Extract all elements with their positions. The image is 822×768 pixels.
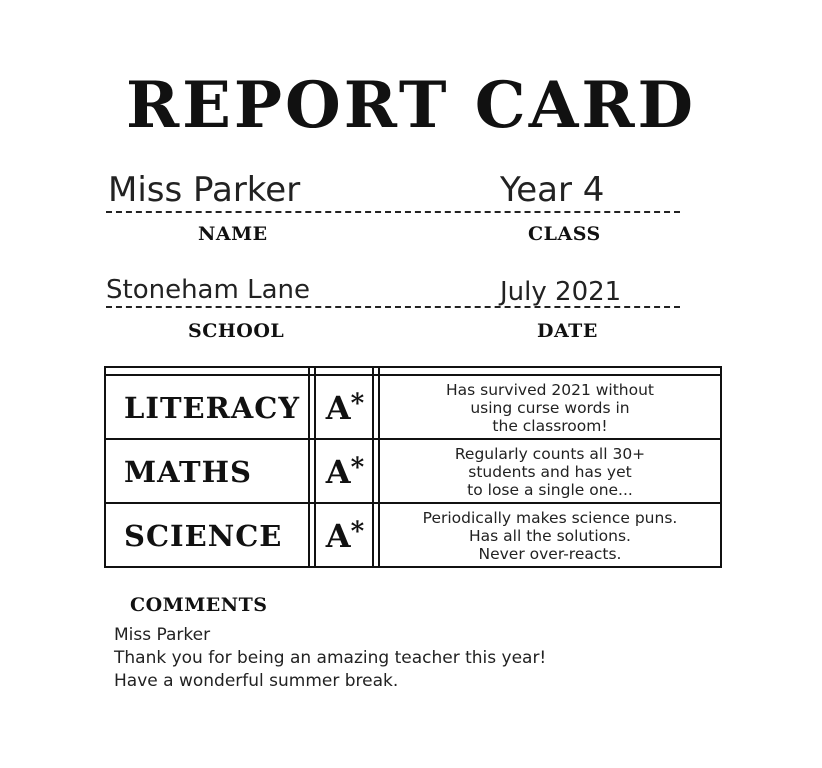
subject-label: LITERACY [124,391,301,425]
comments-heading: COMMENTS [130,594,268,616]
grade-row-science [104,504,722,568]
grade-letter: A [325,517,351,555]
name-class-line [106,211,680,213]
class-value: Year 4 [500,170,605,210]
comment-line: Have a wonderful summer break. [114,671,399,691]
school-date-line [106,306,680,308]
subject-remark: Has survived 2021 without using curse words in the classroom! [445,381,655,435]
grade-star: * [350,517,365,547]
grade-row-maths [104,440,722,504]
school-label: SCHOOL [188,320,285,342]
subject-remark: Periodically makes science puns. Has all the solutions. Never over-reacts. [422,509,678,563]
grade-letter: A [325,453,351,491]
date-value: July 2021 [500,277,622,307]
grade-value [316,376,374,440]
school-value: Stoneham Lane [106,275,310,305]
subject-label: SCIENCE [124,519,283,553]
name-value: Miss Parker [108,170,301,210]
grade-value [316,440,374,504]
subject-label: MATHS [124,455,252,489]
grade-value [316,504,374,568]
class-label: CLASS [528,223,601,245]
grades-table [104,366,722,568]
name-label: NAME [198,223,268,245]
comments-body [114,624,734,693]
grade-letter: A [325,389,351,427]
grade-row-literacy [104,376,722,440]
comment-line: Miss Parker [114,625,211,645]
date-label: DATE [537,320,598,342]
grade-star: * [350,453,365,483]
grade-star: * [350,389,365,419]
report-card-title: REPORT CARD [125,68,697,143]
subject-remark: Regularly counts all 30+ students and has yet to lose a single one... [454,445,646,499]
comment-line: Thank you for being an amazing teacher this year! [114,648,547,668]
